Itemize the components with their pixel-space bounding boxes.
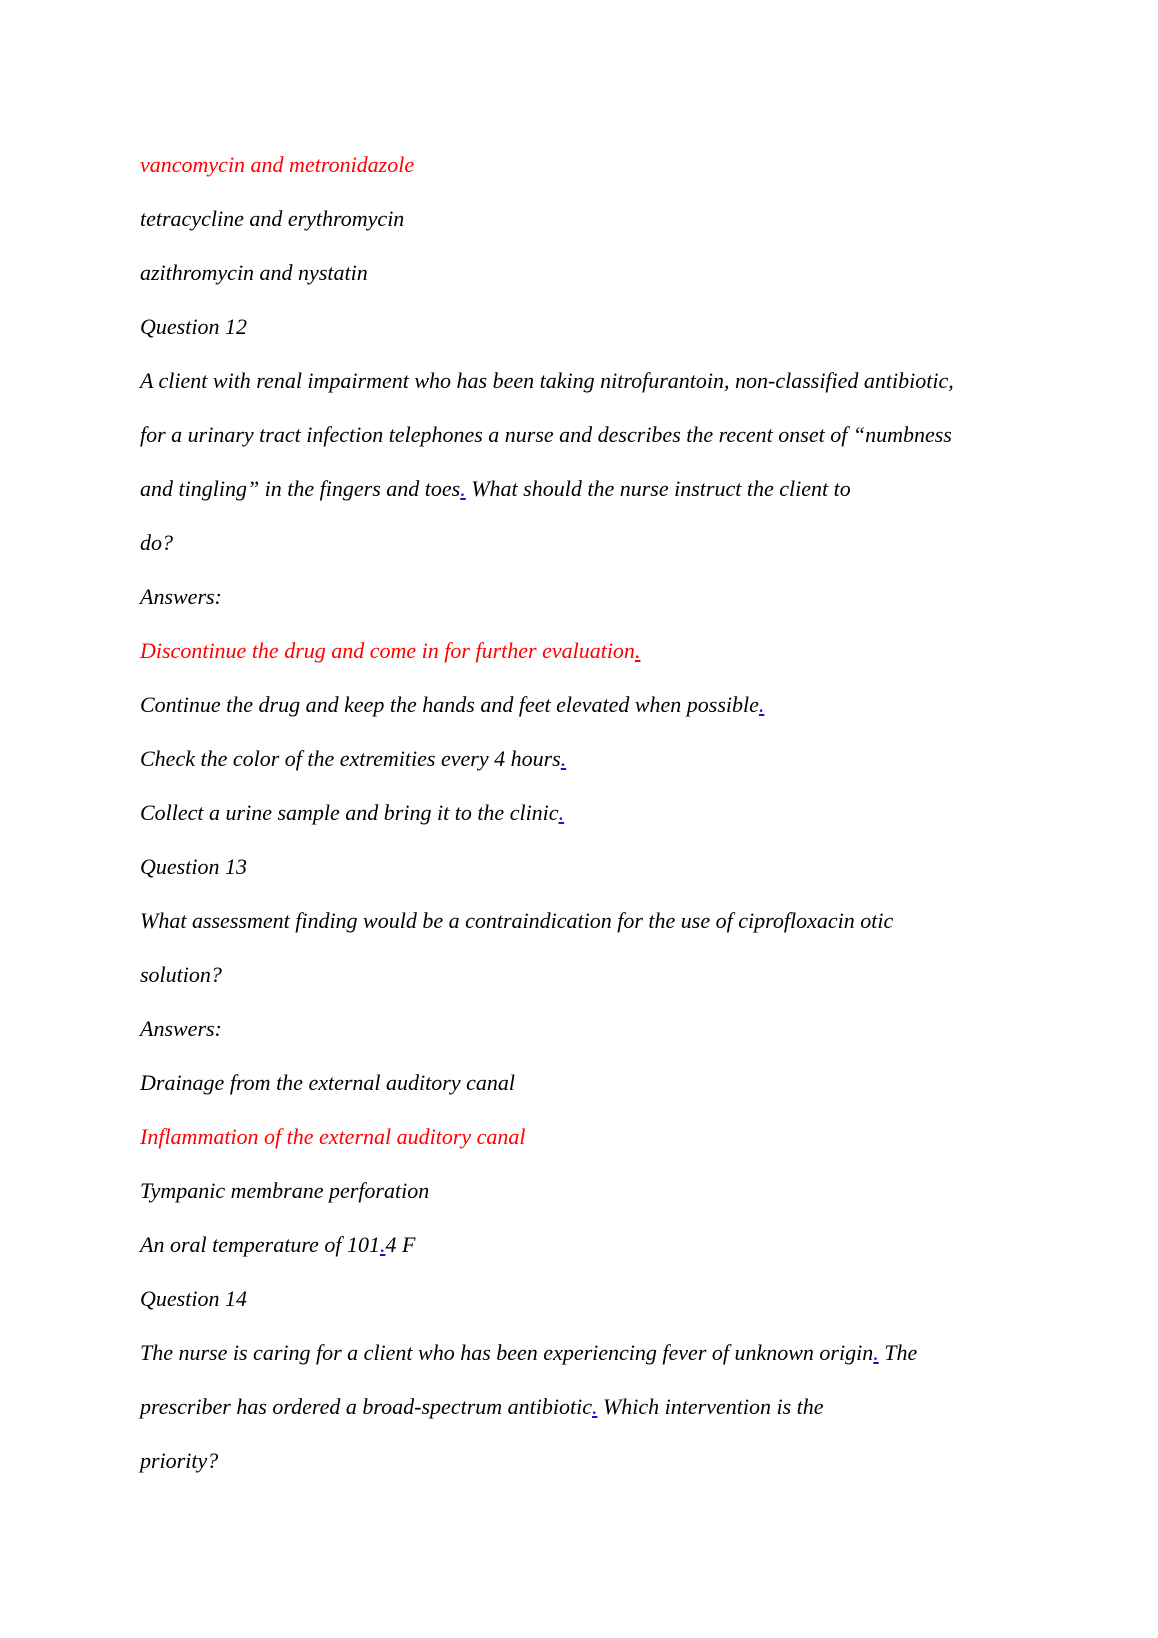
- line-text: Discontinue the drug and come in for further evaluation: [140, 638, 635, 663]
- line-text: Which intervention is the: [597, 1394, 824, 1419]
- line-text: and tingling” in the fingers and toes: [140, 476, 461, 501]
- answer-option: [140, 192, 1040, 246]
- answer-option: [140, 732, 1040, 786]
- question-text: [140, 894, 1040, 948]
- line-text: for a urinary tract infection telephones a nurse and describes the recent onset of “numbness: [140, 422, 952, 447]
- answers-label: [140, 1002, 1040, 1056]
- answer-option: [140, 246, 1040, 300]
- document-page: [140, 138, 1040, 1488]
- link-period[interactable]: .: [634, 638, 641, 663]
- question-heading: [140, 840, 1040, 894]
- answer-option-correct: [140, 624, 1040, 678]
- answer-option: [140, 1164, 1040, 1218]
- line-text: 4 F: [385, 1232, 416, 1257]
- line-text: What assessment finding would be a contraindication for the use of ciprofloxacin otic: [140, 908, 894, 933]
- question-heading: [140, 300, 1040, 354]
- line-text: azithromycin and nystatin: [140, 260, 368, 285]
- line-text: A client with renal impairment who has been taking nitrofurantoin, non-classified antibiotic,: [140, 368, 954, 393]
- link-period[interactable]: .: [460, 476, 466, 501]
- line-text: Continue the drug and keep the hands and feet elevated when possible: [140, 692, 759, 717]
- line-text: prescriber has ordered a broad-spectrum antibiotic: [140, 1394, 592, 1419]
- answers-label: [140, 570, 1040, 624]
- link-period[interactable]: .: [758, 692, 765, 717]
- question-text: [140, 354, 1040, 408]
- line-text: Answers:: [140, 1016, 222, 1041]
- answer-option: [140, 678, 1040, 732]
- line-text: Question 13: [140, 854, 247, 879]
- question-text: [140, 1380, 1040, 1434]
- link-period[interactable]: .: [379, 1232, 386, 1257]
- line-text: Inflammation of the external auditory canal: [140, 1124, 526, 1149]
- question-text: [140, 516, 1040, 570]
- line-text: Drainage from the external auditory canal: [140, 1070, 515, 1095]
- answer-option-correct: [140, 138, 1040, 192]
- question-text: [140, 462, 1040, 516]
- line-text: vancomycin and metronidazole: [140, 152, 415, 177]
- line-text: Collect a urine sample and bring it to the clinic: [140, 800, 559, 825]
- question-text: [140, 1326, 1040, 1380]
- line-text: Question 14: [140, 1286, 247, 1311]
- link-period[interactable]: .: [560, 746, 567, 771]
- question-text: [140, 948, 1040, 1002]
- link-period[interactable]: .: [558, 800, 565, 825]
- line-text: The nurse is caring for a client who has been experiencing fever of unknown origin: [140, 1340, 874, 1365]
- line-text: tetracycline and erythromycin: [140, 206, 405, 231]
- line-text: Tympanic membrane perforation: [140, 1178, 430, 1203]
- line-text: Answers:: [140, 584, 222, 609]
- line-text: solution?: [140, 962, 222, 987]
- link-period[interactable]: .: [591, 1394, 598, 1419]
- line-text: Question 12: [140, 314, 247, 339]
- question-text: [140, 1434, 1040, 1488]
- answer-option: [140, 1056, 1040, 1110]
- question-text: [140, 408, 1040, 462]
- line-text: Check the color of the extremities every 4 hours: [140, 746, 561, 771]
- line-text: priority?: [140, 1448, 219, 1473]
- line-text: The: [878, 1340, 918, 1365]
- line-text: An oral temperature of 101: [140, 1232, 380, 1257]
- answer-option-correct: [140, 1110, 1040, 1164]
- answer-option: [140, 786, 1040, 840]
- answer-option: [140, 1218, 1040, 1272]
- link-period[interactable]: .: [873, 1340, 879, 1365]
- question-heading: [140, 1272, 1040, 1326]
- line-text: What should the nurse instruct the client to: [465, 476, 851, 501]
- line-text: do?: [140, 530, 173, 555]
